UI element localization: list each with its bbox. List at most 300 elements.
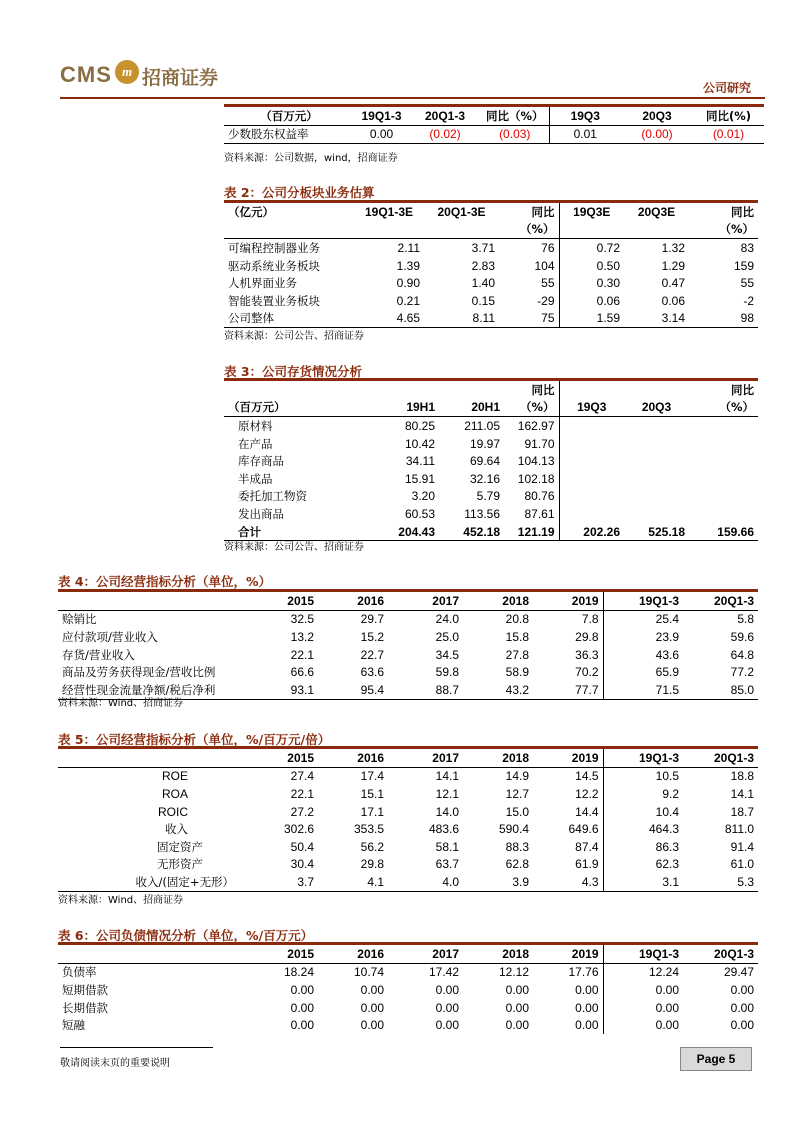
logo-cms: CMS (60, 62, 112, 87)
cell: 0.00 (435, 982, 459, 997)
cell: 18.8 (730, 769, 754, 784)
cell: 77.2 (730, 665, 754, 680)
col-header: 2017 (432, 750, 459, 765)
cell: 8.11 (472, 311, 495, 326)
cell: 211.05 (464, 418, 500, 433)
cell: 87.61 (524, 506, 555, 521)
row-label: 公司整体 (228, 311, 274, 326)
cell: 58.1 (435, 839, 459, 854)
cell: 66.6 (290, 665, 314, 680)
cell: 10.74 (353, 965, 384, 980)
cell: 0.00 (360, 1000, 384, 1015)
table-3 (224, 378, 758, 541)
cell: 4.1 (367, 874, 384, 889)
cell: (0.01) (712, 127, 745, 142)
cell: 1.29 (661, 258, 685, 273)
col-header: 20Q3E (637, 204, 676, 219)
table-row (58, 873, 758, 891)
cell: 2.11 (397, 240, 420, 255)
col-header: 19Q1-3E (364, 204, 414, 219)
cell: 22.7 (360, 647, 384, 662)
table-row (224, 310, 758, 328)
cell: 32.16 (469, 471, 500, 486)
cell: 61.0 (730, 857, 754, 872)
table-4-source: 资料来源：Wind、招商证券 (58, 698, 184, 709)
cell: 62.3 (603, 856, 683, 874)
cell: 80.25 (404, 418, 435, 433)
row-label: 固定资产 (157, 839, 203, 854)
cell: 353.5 (353, 822, 384, 837)
col-header: 2018 (502, 593, 529, 608)
cell: 10.42 (404, 436, 435, 451)
cell: 0.00 (730, 1000, 754, 1015)
cell: 3.9 (512, 874, 529, 889)
cell: 0.06 (661, 293, 685, 308)
cell: 159 (733, 258, 754, 273)
cell: 29.7 (360, 612, 384, 627)
cell: 0.00 (603, 999, 683, 1017)
row-label: 智能装置业务板块 (228, 293, 320, 308)
table-6-title: 表 6：公司负债情况分析（单位，%/百万元） (58, 928, 314, 943)
cell: 75 (541, 311, 555, 326)
cell: 0.00 (575, 982, 599, 997)
table-header-row (224, 202, 758, 221)
cell: 27.4 (290, 769, 314, 784)
cell: 0.21 (396, 293, 420, 308)
footer-note: 敬请阅读末页的重要说明 (60, 1058, 170, 1069)
col-header: 20Q1-3 (713, 946, 754, 961)
table-row (224, 239, 758, 257)
cell: 0.00 (730, 982, 754, 997)
cell: 4.3 (581, 874, 599, 889)
cell: 13.2 (290, 629, 314, 644)
col-header: 2018 (502, 946, 529, 961)
cell: 1.40 (471, 276, 495, 291)
cell: 0.00 (505, 1000, 529, 1015)
cell: 5.79 (476, 489, 500, 504)
cell: 27.8 (505, 647, 529, 662)
cell: 104.13 (517, 454, 555, 469)
cell: 0.00 (575, 1018, 599, 1033)
cell: 27.2 (290, 804, 314, 819)
cell: 3.1 (603, 873, 683, 891)
cell: 113.56 (464, 506, 500, 521)
table-row (58, 610, 758, 628)
cell: 70.2 (575, 665, 599, 680)
cell: 483.6 (428, 822, 459, 837)
col-header: 19Q3E (559, 202, 624, 221)
col-header: 2016 (357, 946, 384, 961)
table-row (224, 274, 758, 292)
cell: 10.4 (603, 803, 683, 821)
cell: -2 (743, 293, 754, 308)
col-header: 同比 (531, 204, 555, 219)
cell: 12.7 (505, 786, 529, 801)
cell: 29.47 (723, 965, 754, 980)
cell: 1.32 (661, 240, 685, 255)
cell: 0.00 (435, 1000, 459, 1015)
cell: 24.0 (435, 612, 459, 627)
cell: 69.64 (469, 454, 500, 469)
row-label: 无形资产 (157, 857, 203, 872)
cell: 55 (740, 276, 754, 291)
cell: 452.18 (463, 524, 500, 539)
cell: 0.50 (559, 257, 624, 275)
table-3-title: 表 3：公司存货情况分析 (224, 364, 363, 379)
row-label: 应付款项/营业收入 (62, 629, 158, 644)
table-6 (58, 942, 758, 1034)
cell: 20.8 (505, 612, 529, 627)
row-label: 合计 (238, 524, 261, 539)
cell: 22.1 (290, 647, 314, 662)
table-row (224, 417, 758, 435)
cell: (0.03) (499, 127, 531, 142)
cell: 3.71 (471, 240, 495, 255)
col-header: 同比 (731, 204, 754, 219)
cell: 43.2 (505, 682, 529, 697)
cell: (0.02) (429, 127, 461, 142)
cell: 14.4 (575, 804, 599, 819)
cell: 86.3 (603, 838, 683, 856)
cell: 121.19 (517, 524, 555, 539)
table-header-row (58, 944, 758, 964)
cell: 10.5 (603, 767, 683, 785)
cell: 34.11 (405, 454, 435, 469)
cell: 204.43 (398, 524, 435, 539)
cell: 464.3 (603, 820, 683, 838)
table-1-source: 资料来源：公司数据，wind，招商证券 (224, 153, 398, 164)
cell: 14.0 (435, 804, 459, 819)
cell: 36.3 (575, 647, 599, 662)
table-row (224, 125, 764, 144)
cell: 159.66 (717, 524, 754, 539)
cell: 71.5 (603, 681, 683, 699)
cell: (0.00) (641, 127, 673, 142)
table-row (58, 963, 758, 981)
page-number: Page 5 (680, 1047, 752, 1071)
cell: 3.7 (297, 874, 314, 889)
cell: 95.4 (360, 682, 384, 697)
cell: 25.4 (603, 610, 683, 628)
cell: 76 (541, 240, 555, 255)
cell: 0.72 (559, 239, 624, 257)
col-header: 2019 (571, 750, 599, 765)
header-divider (60, 97, 765, 99)
cell: 15.2 (360, 629, 384, 644)
table-header-row-2 (224, 221, 758, 239)
cell: 12.2 (575, 786, 599, 801)
cell: 64.8 (730, 647, 754, 662)
cell: 1.59 (559, 310, 624, 328)
cell: 0.00 (603, 981, 683, 999)
cell: 59.8 (435, 665, 459, 680)
row-label: ROIC (158, 804, 188, 819)
cell: 17.42 (428, 965, 459, 980)
table-row (58, 628, 758, 646)
col-header: 2019 (571, 946, 599, 961)
cell: 0.00 (575, 1000, 599, 1015)
cell: 0.00 (290, 982, 314, 997)
cell: 0.90 (396, 276, 420, 291)
cell: 0.00 (603, 1016, 683, 1034)
row-label: 少数股东权益率 (228, 127, 309, 142)
cell: 162.97 (517, 418, 555, 433)
cell: 29.8 (360, 857, 384, 872)
cell: 22.1 (290, 786, 314, 801)
cell: 91.70 (524, 436, 555, 451)
cell: 29.8 (575, 629, 599, 644)
cell: 649.6 (568, 822, 599, 837)
col-header: （百万元） (260, 108, 318, 123)
col-header: 19Q1-3 (361, 108, 402, 123)
col-header: 20H1 (471, 400, 500, 415)
col-header: 19Q1-3 (603, 944, 683, 964)
table-2-source: 资料来源：公司公告、招商证券 (224, 331, 364, 342)
table-row (58, 820, 758, 838)
cell: 17.1 (360, 804, 384, 819)
table-4-title: 表 4：公司经营指标分析（单位，%） (58, 574, 272, 589)
table-header-row (58, 591, 758, 611)
cell: 14.1 (435, 769, 459, 784)
cell: 4.0 (442, 874, 459, 889)
col-header: 19Q1-3 (603, 748, 683, 768)
table-row (58, 981, 758, 999)
table-header-row-2 (224, 399, 758, 417)
table-5-title: 表 5：公司经营指标分析（单位，%/百万元/倍） (58, 732, 331, 747)
cell: 0.00 (435, 1018, 459, 1033)
table-row (58, 999, 758, 1017)
cell: 0.01 (549, 125, 621, 144)
cell: 55 (541, 276, 555, 291)
row-label: 驱动系统业务板块 (228, 258, 320, 273)
cell: 85.0 (730, 682, 754, 697)
table-header-row (224, 380, 758, 399)
row-label: 短融 (62, 1018, 85, 1033)
cell: 19.97 (469, 436, 500, 451)
col-header: 20Q1-3E (437, 204, 486, 219)
logo-mark-icon: m (115, 60, 139, 84)
cell: 15.1 (360, 786, 384, 801)
col-header: 同比 (731, 382, 754, 397)
cell: 18.24 (283, 965, 314, 980)
col-header: 20Q3 (641, 400, 672, 415)
cell: 12.24 (603, 963, 683, 981)
cell: 30.4 (290, 857, 314, 872)
cell: 17.4 (360, 769, 384, 784)
row-label: 人机界面业务 (228, 276, 297, 291)
cell: 12.12 (498, 965, 529, 980)
table-row (58, 1016, 758, 1034)
table-row (58, 646, 758, 664)
col-header: 同比 (531, 382, 555, 397)
cell: 63.6 (360, 665, 384, 680)
col-header: 2018 (502, 750, 529, 765)
row-label: 赊销比 (62, 612, 97, 627)
cell: 34.5 (435, 647, 459, 662)
row-label: 在产品 (238, 436, 273, 451)
cell: 0.00 (369, 127, 394, 142)
table-row (224, 257, 758, 275)
table-2-title: 表 2：公司分板块业务估算 (224, 185, 375, 200)
col-header: 2016 (357, 593, 384, 608)
cell: 3.14 (661, 311, 685, 326)
cell: 23.9 (603, 628, 683, 646)
col-header: 同比(%) (705, 108, 752, 123)
col-header-unit: （%） (719, 400, 754, 415)
cell: 63.7 (435, 857, 459, 872)
cell: 83 (740, 240, 754, 255)
cell: 0.00 (505, 1018, 529, 1033)
col-header: 19H1 (406, 400, 435, 415)
cell: 302.6 (283, 822, 314, 837)
cell: 14.1 (730, 786, 754, 801)
cell: 15.8 (505, 629, 529, 644)
cell: 104 (534, 258, 555, 273)
col-header: 2016 (357, 750, 384, 765)
col-header: 20Q1-3 (713, 593, 754, 608)
cell: 80.76 (524, 489, 555, 504)
row-label: 可编程控制器业务 (228, 240, 320, 255)
col-header: 2015 (287, 946, 314, 961)
cell: 62.8 (505, 857, 529, 872)
cell: 88.3 (505, 839, 529, 854)
col-header: 2019 (571, 593, 599, 608)
row-label: 经营性现金流量净额/税后净利 (62, 682, 216, 697)
table-4 (58, 589, 758, 700)
table-row (224, 470, 758, 488)
table-row (224, 505, 758, 523)
cell: 0.00 (290, 1018, 314, 1033)
section-label: 公司研究 (702, 81, 751, 95)
col-header: 19Q3 (549, 106, 621, 126)
row-label: 负债率 (62, 965, 97, 980)
table-row (58, 856, 758, 874)
cell: 77.7 (575, 682, 599, 697)
col-header-unit: （%） (519, 222, 555, 237)
col-header: （亿元） (228, 204, 274, 219)
cell: 9.2 (603, 785, 683, 803)
cell: 60.53 (404, 506, 435, 521)
row-label: 原材料 (238, 418, 273, 433)
cell: 102.18 (517, 471, 555, 486)
cell: 14.9 (505, 769, 529, 784)
row-label: ROA (161, 786, 188, 801)
cell: 0.00 (505, 982, 529, 997)
col-header: 19Q1-3 (603, 591, 683, 611)
cell: 25.0 (435, 629, 459, 644)
row-label: 长期借款 (62, 1000, 108, 1015)
cell: 590.4 (498, 822, 529, 837)
cell: 0.00 (290, 1000, 314, 1015)
col-header: 2017 (432, 593, 459, 608)
col-header: 20Q1-3 (424, 108, 466, 123)
row-label: 委托加工物资 (238, 489, 307, 504)
table-row (58, 803, 758, 821)
row-label: 库存商品 (238, 454, 284, 469)
cell: 0.30 (559, 274, 624, 292)
cell: 2.83 (471, 258, 495, 273)
row-label: 发出商品 (238, 506, 284, 521)
col-header: 20Q1-3 (713, 750, 754, 765)
cell: 0.47 (661, 276, 685, 291)
cell: 1.39 (396, 258, 420, 273)
cell: 58.9 (505, 665, 529, 680)
table-header-row (58, 748, 758, 768)
table-row (224, 488, 758, 506)
table-row (224, 435, 758, 453)
cell: 98 (740, 311, 754, 326)
row-label: 短期借款 (62, 982, 108, 997)
logo-cn: 招商证券 (142, 67, 219, 89)
col-header: 2017 (432, 946, 459, 961)
table-row (58, 785, 758, 803)
cell: 61.9 (575, 857, 599, 872)
row-label: 存货/营业收入 (62, 647, 135, 662)
cell: 93.1 (290, 682, 314, 697)
cell: 202.26 (559, 523, 624, 541)
cell: 15.0 (505, 804, 529, 819)
table-2 (224, 200, 758, 328)
row-label: 半成品 (238, 471, 273, 486)
table-header-row (224, 106, 764, 126)
cell: 0.00 (730, 1018, 754, 1033)
row-label: 收入/(固定+无形） (135, 874, 234, 889)
cell: -29 (537, 293, 555, 308)
table-5-source: 资料来源：Wind、招商证券 (58, 895, 184, 906)
cell: 87.4 (575, 839, 599, 854)
footer-divider (60, 1047, 213, 1048)
table-5 (58, 746, 758, 892)
cell: 43.6 (603, 646, 683, 664)
cell: 5.3 (737, 874, 754, 889)
cell: 15.91 (404, 471, 435, 486)
col-header: 20Q3 (642, 108, 672, 123)
cell: 811.0 (724, 822, 754, 837)
cell: 32.5 (290, 612, 314, 627)
row-label: 收入 (165, 822, 188, 837)
col-header: 19Q3 (559, 399, 624, 417)
col-header-unit: （%） (719, 222, 754, 237)
col-header: 2015 (287, 750, 314, 765)
cell: 91.4 (730, 839, 754, 854)
table-row (58, 838, 758, 856)
cell: 17.76 (568, 965, 599, 980)
cell: 0.00 (360, 982, 384, 997)
cell: 7.8 (581, 612, 599, 627)
cell: 0.00 (360, 1018, 384, 1033)
cell: 18.7 (730, 804, 754, 819)
col-header: 同比（%） (485, 108, 544, 123)
col-header-unit: （%） (519, 400, 555, 415)
cell: 0.15 (471, 293, 495, 308)
cell: 3.20 (411, 489, 435, 504)
table-3-source: 资料来源：公司公告、招商证券 (224, 542, 364, 553)
cell: 14.5 (575, 769, 599, 784)
cell: 12.1 (435, 786, 459, 801)
table-row (224, 292, 758, 310)
table-row (58, 663, 758, 681)
col-header: 2015 (287, 593, 314, 608)
cell: 65.9 (603, 663, 683, 681)
table-row (58, 767, 758, 785)
cell: 4.65 (396, 311, 420, 326)
cell: 0.06 (559, 292, 624, 310)
cell: 5.8 (737, 612, 754, 627)
row-label: 商品及劳务获得现金/营收比例 (62, 665, 216, 680)
cell: 56.2 (360, 839, 384, 854)
cell: 59.6 (730, 629, 754, 644)
cell: 50.4 (290, 839, 314, 854)
